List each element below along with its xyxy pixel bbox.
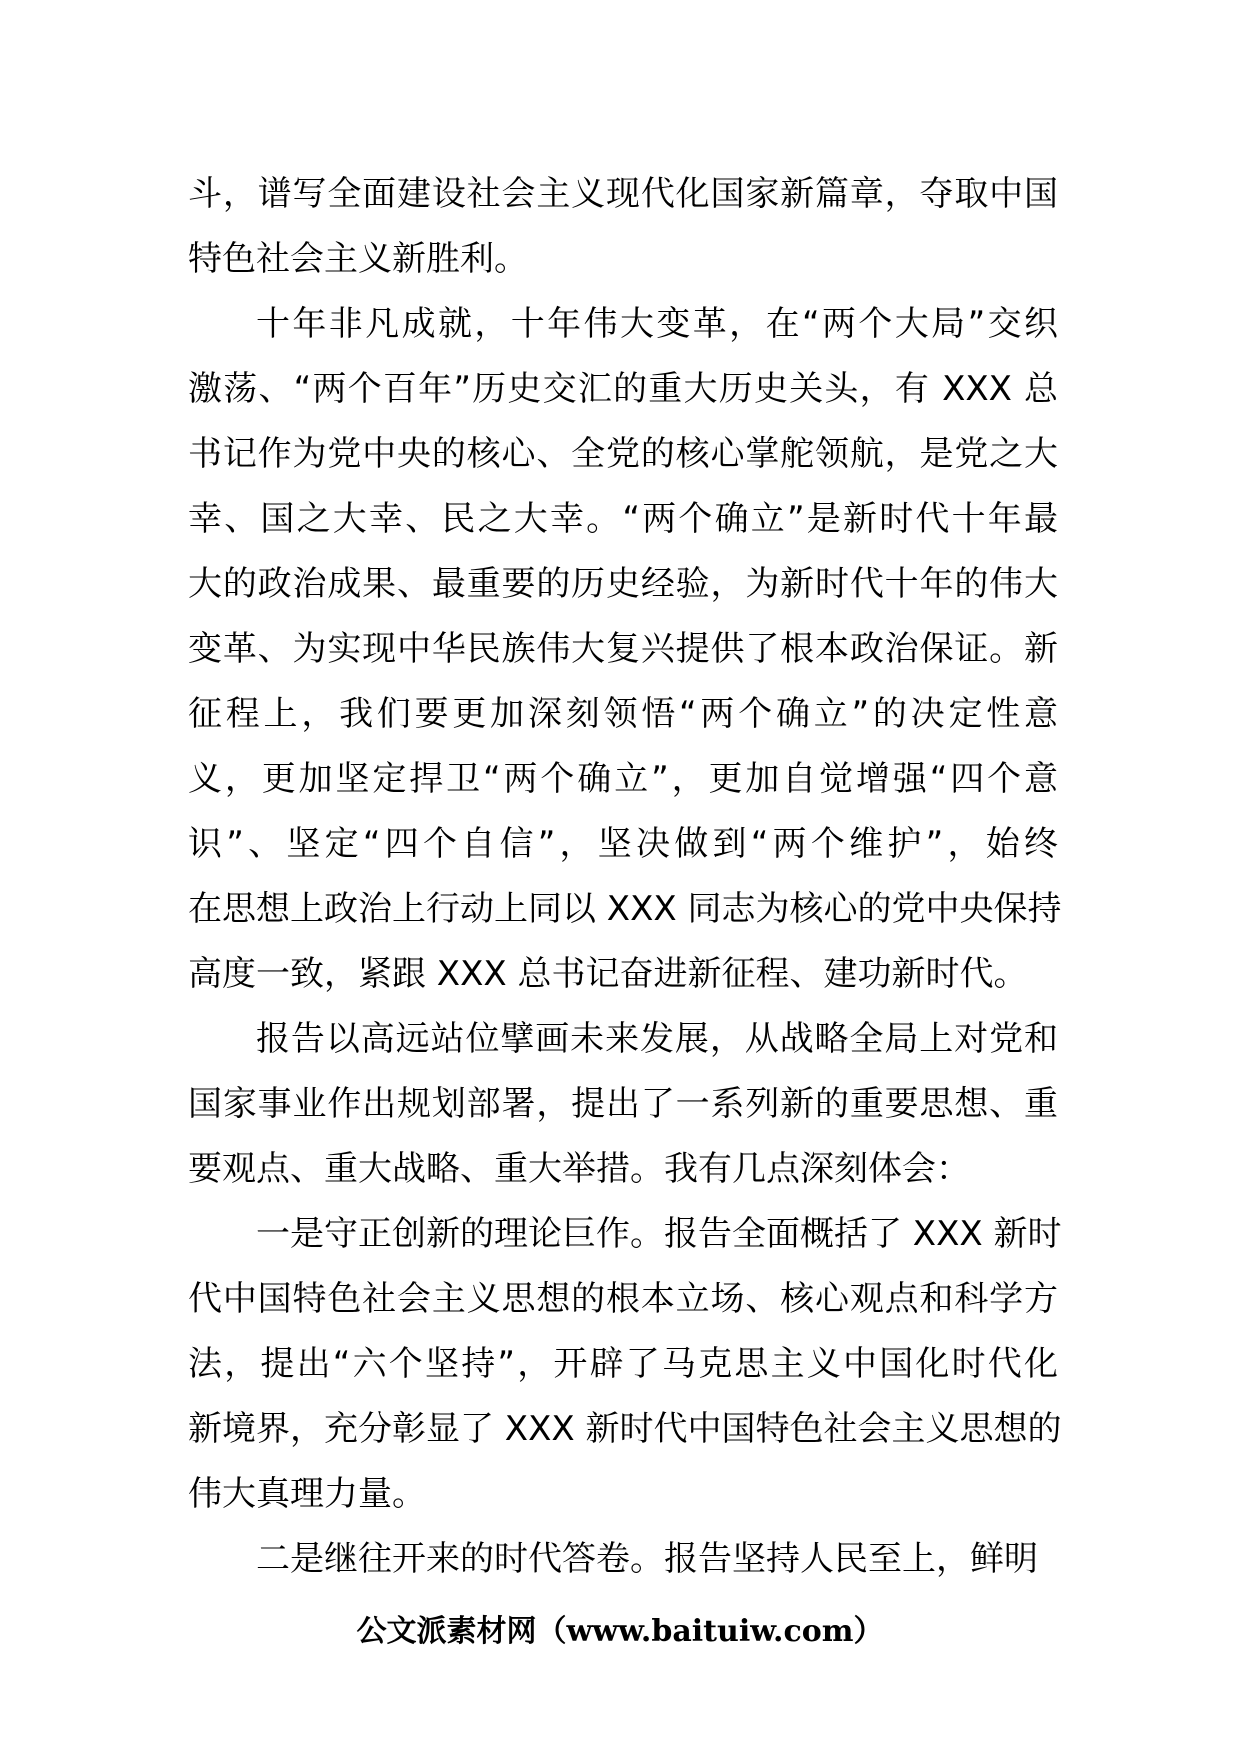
paragraph	[188, 1527, 1058, 1592]
text-line: 二是继往开来的时代答卷。报告坚持人民至上，鲜明	[256, 1539, 1038, 1579]
text-line: 识”、坚定“四个自信”，坚决做到“两个维护”，始终	[188, 824, 1058, 864]
text-line: 特色社会主义新胜利。	[188, 239, 528, 279]
footer-watermark: 公文派素材网（www.baituiw.com）	[356, 1614, 884, 1649]
text-line: 斗，谱写全面建设社会主义现代化国家新篇章，夺取中国	[188, 174, 1058, 214]
text-line: 幸、国之大幸、民之大幸。“两个确立”是新时代十年最	[188, 499, 1058, 539]
text-line: 报告以高远站位擘画未来发展，从战略全局上对党和	[256, 1019, 1058, 1059]
text-line: 在思想上政治上行动上同以 XXX 同志为核心的党中央保持	[188, 889, 1062, 929]
text-line: 国家事业作出规划部署，提出了一系列新的重要思想、重	[188, 1084, 1058, 1124]
text-line: 十年非凡成就，十年伟大变革，在“两个大局”交织	[256, 304, 1058, 344]
paragraph	[188, 1007, 1058, 1202]
document-body	[188, 162, 1062, 1592]
text-line: 激荡、“两个百年”历史交汇的重大历史关头，有 XXX 总	[188, 369, 1058, 409]
text-line: 法，提出“六个坚持”，开辟了马克思主义中国化时代化	[188, 1344, 1058, 1384]
text-line: 代中国特色社会主义思想的根本立场、核心观点和科学方	[188, 1279, 1058, 1319]
text-line: 高度一致，紧跟 XXX 总书记奋进新征程、建功新时代。	[188, 954, 1028, 994]
text-line: 变革、为实现中华民族伟大复兴提供了根本政治保证。新	[188, 629, 1058, 669]
paragraph	[188, 292, 1062, 1007]
text-line: 书记作为党中央的核心、全党的核心掌舵领航，是党之大	[188, 434, 1058, 474]
paragraph	[188, 1202, 1062, 1527]
text-line: 一是守正创新的理论巨作。报告全面概括了 XXX 新时	[256, 1214, 1062, 1254]
text-line: 新境界，充分彰显了 XXX 新时代中国特色社会主义思想的	[188, 1409, 1062, 1449]
text-line: 大的政治成果、最重要的历史经验，为新时代十年的伟大	[188, 564, 1058, 604]
text-line: 征程上，我们要更加深刻领悟“两个确立”的决定性意	[188, 694, 1058, 734]
text-line: 要观点、重大战略、重大举措。我有几点深刻体会：	[188, 1149, 970, 1189]
text-line: 义，更加坚定捍卫“两个确立”，更加自觉增强“四个意	[188, 759, 1058, 799]
paragraph	[188, 162, 1058, 292]
text-line: 伟大真理力量。	[188, 1474, 426, 1514]
